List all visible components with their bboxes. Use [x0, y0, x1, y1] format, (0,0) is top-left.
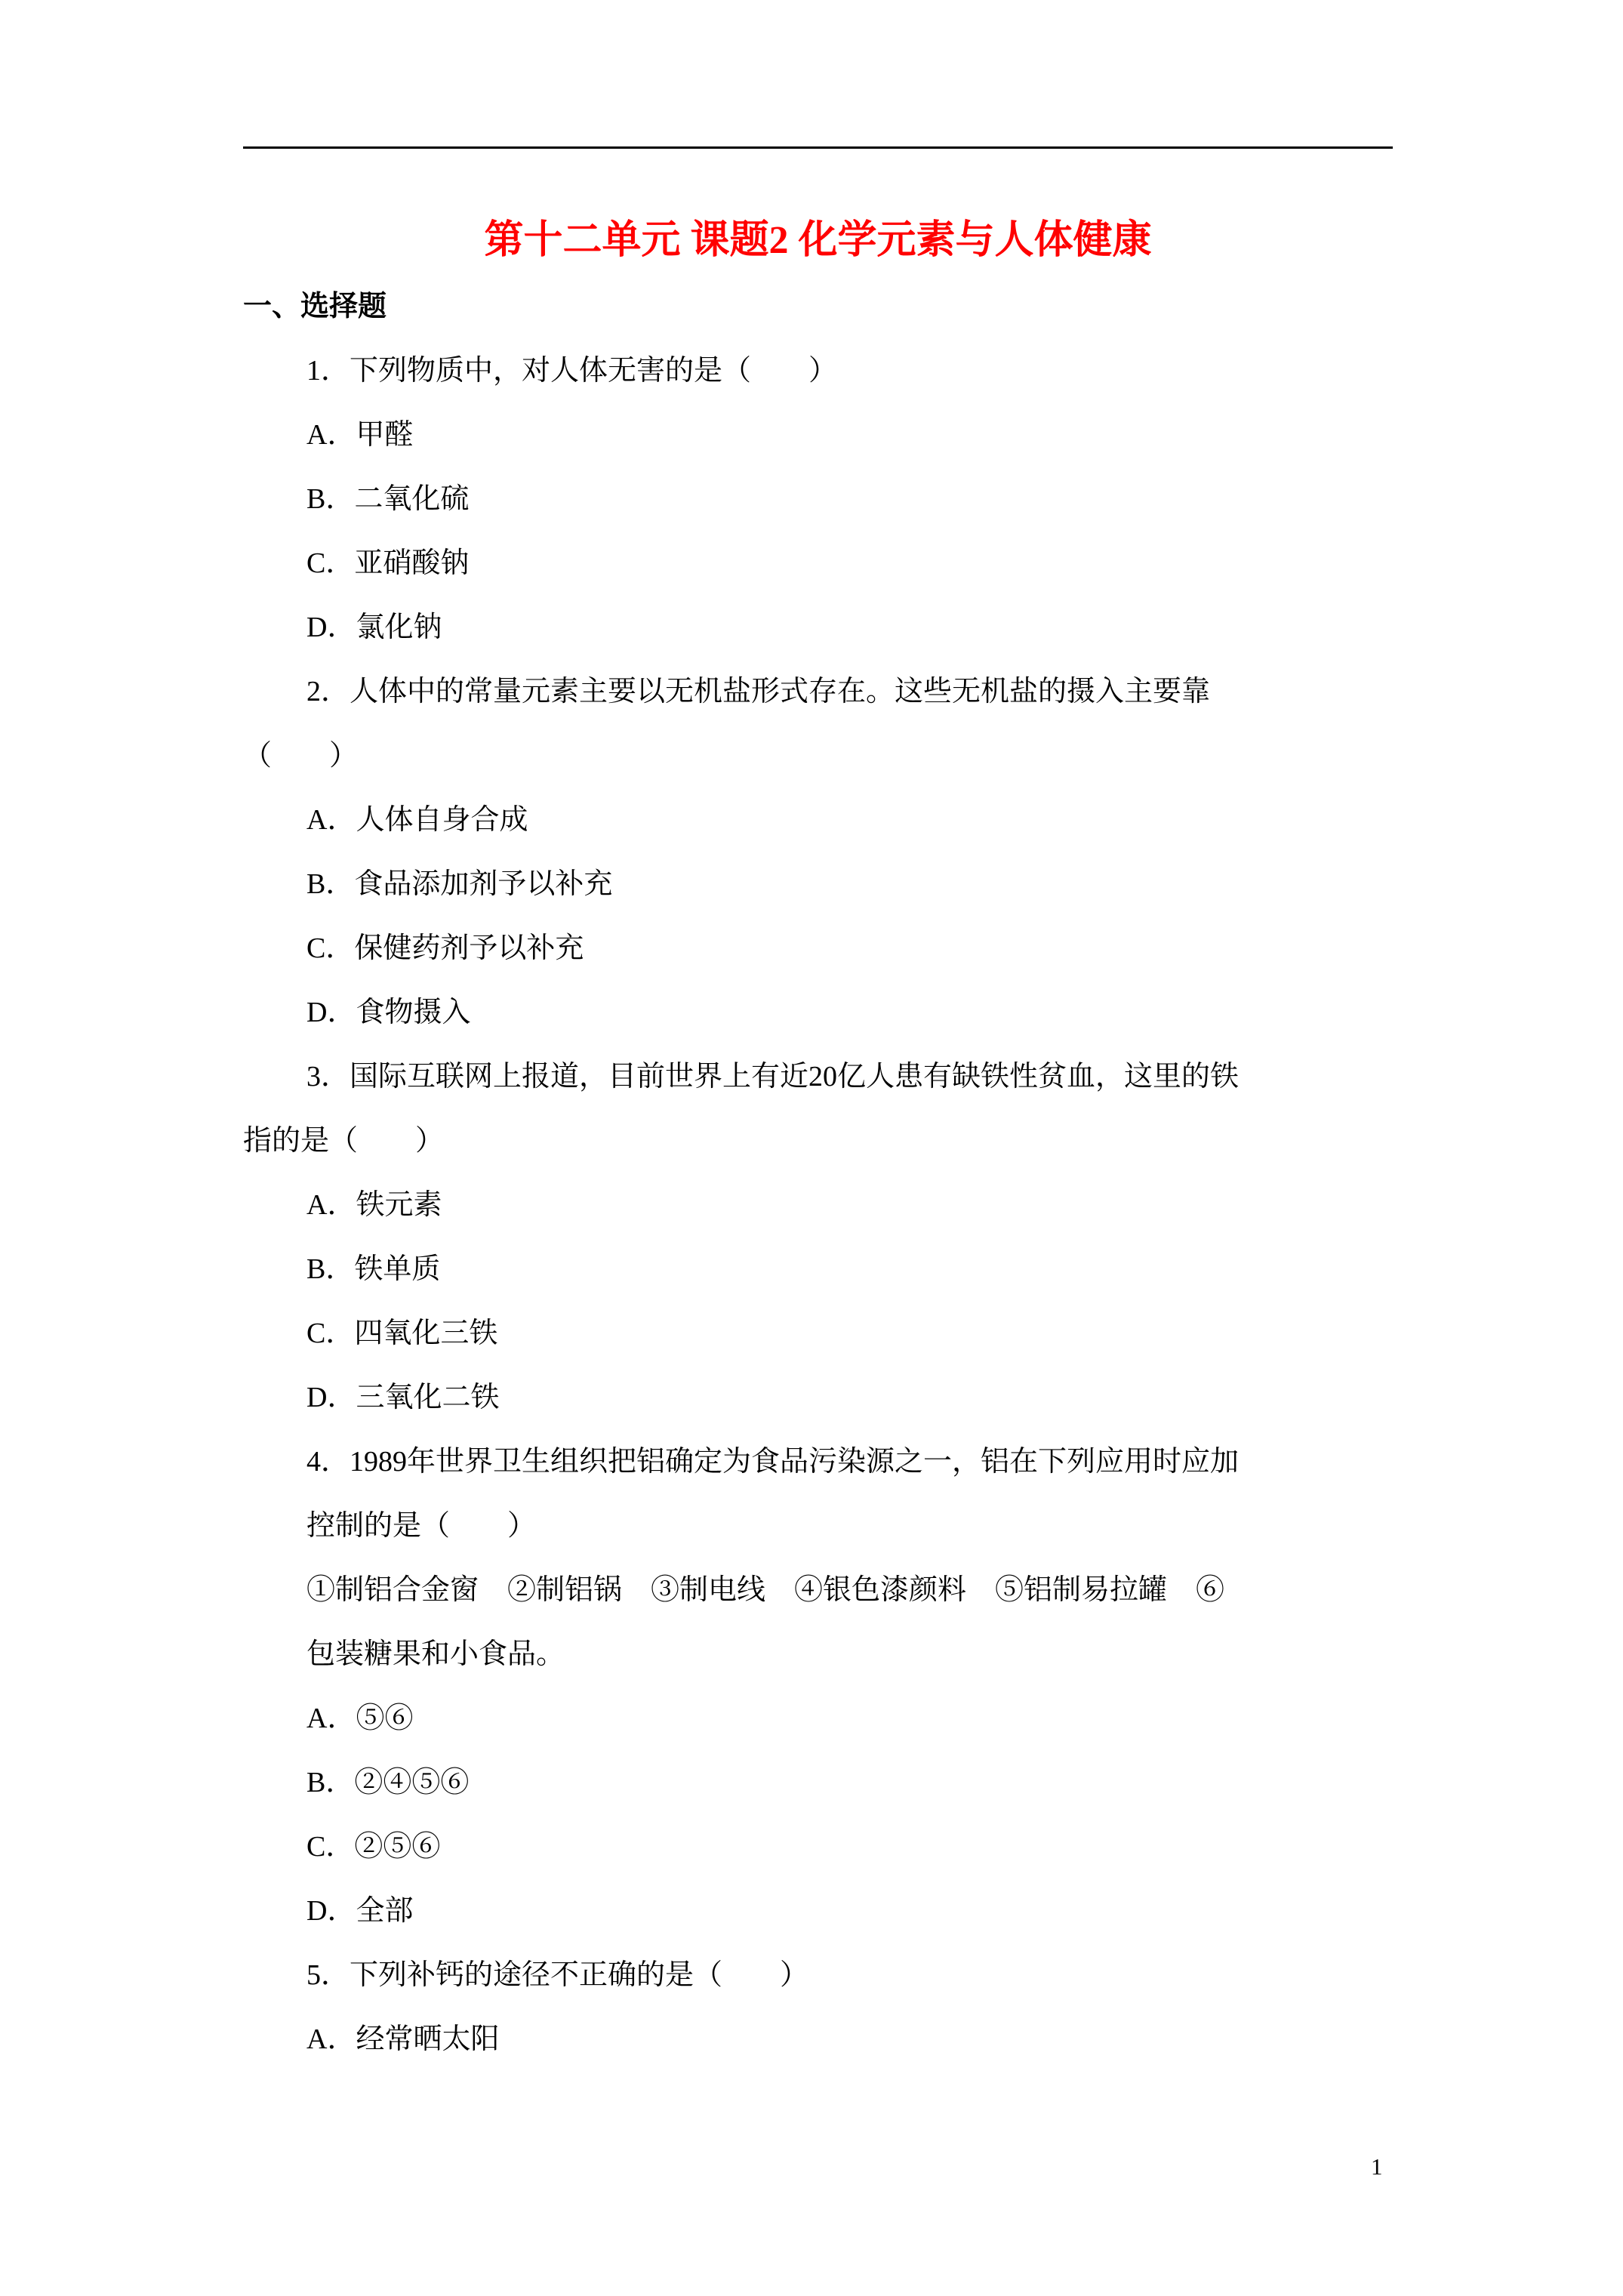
question-3-option-b: B．铁单质 [306, 1253, 441, 1285]
question-3-stem-continued: 指的是（ ） [243, 1125, 445, 1157]
question-5-stem: 5．下列补钙的途径不正确的是（ ） [306, 1959, 809, 1991]
question-2-stem: 2．人体中的常量元素主要以无机盐形式存在。这些无机盐的摄入主要靠 [306, 676, 1211, 707]
question-4-option-d: D．全部 [306, 1895, 414, 1927]
question-2-option-c: C．保健药剂予以补充 [306, 932, 584, 964]
question-4-option-a: A．⑤⑥ [306, 1703, 414, 1734]
document-body [243, 275, 1393, 2072]
question-1-option-a: A．甲醛 [306, 419, 414, 451]
question-1-option-b: B．二氧化硫 [306, 483, 470, 515]
question-3-stem: 3．国际互联网上报道，目前世界上有近20亿人患有缺铁性贫血，这里的铁 [306, 1061, 1240, 1093]
question-4-stem-continued: 控制的是（ ） [306, 1510, 537, 1542]
question-2-option-a: A．人体自身合成 [306, 804, 528, 836]
question-4-item-list-continued: 包装糖果和小食品。 [306, 1638, 565, 1670]
page-number: 1 [1371, 2153, 1383, 2180]
question-5-option-a: A．经常晒太阳 [306, 2023, 500, 2055]
question-2-option-d: D．食物摄入 [306, 997, 471, 1028]
question-4-option-b: B．②④⑤⑥ [306, 1767, 470, 1798]
header-rule [243, 146, 1393, 149]
question-1-option-d: D．氯化钠 [306, 612, 442, 643]
question-4-stem: 4．1989年世界卫生组织把铝确定为食品污染源之一，铝在下列应用时应加 [306, 1446, 1240, 1478]
question-3-option-d: D．三氧化二铁 [306, 1382, 500, 1413]
question-2-stem-continued: （ ） [243, 740, 359, 772]
question-4-option-c: C．②⑤⑥ [306, 1831, 441, 1863]
question-4-item-list: ①制铝合金窗 ②制铝锅 ③制电线 ④银色漆颜料 ⑤铝制易拉罐 ⑥ [306, 1574, 1225, 1606]
question-2-option-b: B．食品添加剂予以补充 [306, 868, 613, 900]
question-3-option-a: A．铁元素 [306, 1189, 442, 1221]
question-1-stem: 1．下列物质中，对人体无害的是（ ） [306, 355, 838, 387]
question-3-option-c: C．四氧化三铁 [306, 1318, 498, 1349]
page-title: 第十二单元 课题2 化学元素与人体健康 [484, 219, 1152, 262]
question-1-option-c: C．亚硝酸钠 [306, 547, 470, 579]
section-heading: 一、选择题 [243, 291, 387, 322]
